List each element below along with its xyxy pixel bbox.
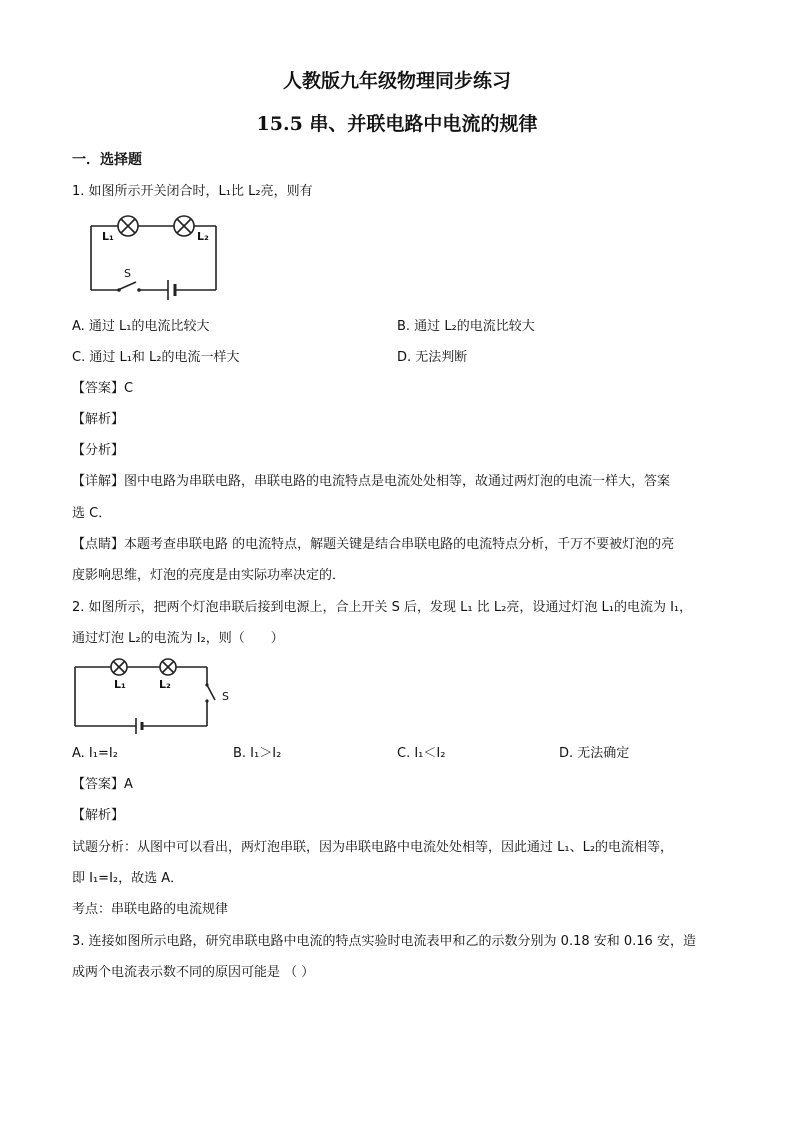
q2-fig-label-l1: L₁ [114, 678, 126, 691]
q1-option-a: A. 通过 L₁的电流比较大 [72, 319, 210, 334]
q2-analysis-line1: 试题分析：从图中可以看出，两灯泡串联，因为串联电路中电流处处相等，因此通过 L₁、L₂的电流相等， [72, 840, 674, 855]
q1-detail-line1: 【详解】图中电路为串联电路，串联电路的电流特点是电流处处相等，故通过两灯泡的电流一样大，答案 [72, 474, 671, 489]
q2-option-b: B. I₁＞I₂ [233, 746, 282, 761]
q2-fig-label-l2: L₂ [159, 678, 171, 691]
q2-circuit-diagram [72, 656, 242, 730]
document-subtitle: 15.5 串、并联电路中电流的规律 [256, 113, 538, 135]
q1-fig-label-s: S [124, 267, 131, 280]
q2-analysis-line2: 即 I₁=I₂，故选 A． [72, 871, 184, 886]
q2-point: 考点：串联电路的电流规律 [72, 902, 229, 917]
q2-fig-label-s: S [222, 690, 229, 703]
q3-stem-line1: 3. 连接如图所示电路，研究串联电路中电流的特点实验时电流表甲和乙的示数分别为 0.18 安和 0.16 安，造 [72, 934, 696, 949]
q2-option-d: D. 无法确定 [559, 746, 630, 761]
q1-fenxi-label: 【分析】 [72, 443, 125, 458]
section-heading: 一．选择题 [72, 152, 142, 168]
q1-comment-line1: 【点睛】本题考查串联电路 的电流特点，解题关键是结合串联电路的电流特点分析，千万不要被灯泡的亮 [72, 537, 675, 552]
q2-analysis-label: 【解析】 [72, 808, 125, 823]
q1-detail-line2: 选 C． [72, 506, 112, 521]
q1-fig-label-l1: L₁ [102, 230, 114, 243]
q2-stem-line1: 2. 如图所示，把两个灯泡串联后接到电源上，合上开关 S 后，发现 L₁ 比 L₂亮，设通过灯泡 L₁的电流为 I₁， [72, 600, 693, 615]
q1-option-c: C. 通过 L₁和 L₂的电流一样大 [72, 350, 240, 365]
document-title: 人教版九年级物理同步练习 [282, 70, 511, 92]
q1-analysis-label: 【解析】 [72, 412, 125, 427]
q1-circuit-diagram [88, 210, 228, 302]
q2-answer: 【答案】A [72, 777, 133, 792]
q1-fig-label-l2: L₂ [197, 230, 209, 243]
q1-answer: 【答案】C [72, 381, 134, 396]
q2-option-a: A. I₁=I₂ [72, 746, 118, 761]
q1-option-b: B. 通过 L₂的电流比较大 [397, 319, 535, 334]
q1-option-d: D. 无法判断 [397, 350, 468, 365]
q2-stem-line2: 通过灯泡 L₂的电流为 I₂，则（ ） [72, 631, 284, 646]
q1-stem: 1. 如图所示开关闭合时，L₁比 L₂亮，则有 [72, 184, 313, 199]
q2-option-c: C. I₁＜I₂ [397, 746, 446, 761]
q3-stem-line2: 成两个电流表示数不同的原因可能是 （ ） [72, 965, 315, 980]
q1-comment-line2: 度影响思维，灯泡的亮度是由实际功率决定的． [72, 568, 346, 583]
